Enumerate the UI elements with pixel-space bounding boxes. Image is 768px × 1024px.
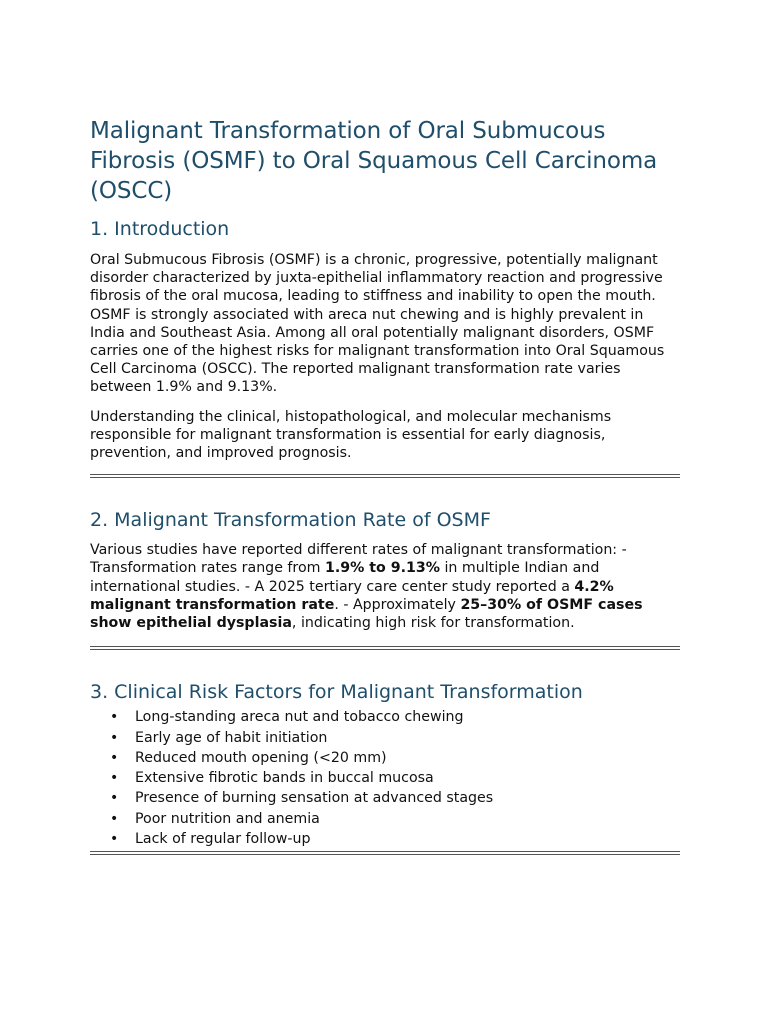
section-heading-risk-factors: 3. Clinical Risk Factors for Malignant Transformation: [90, 681, 583, 704]
rate-text-3: . - Approximately: [334, 596, 461, 613]
list-item: [90, 728, 680, 748]
page-title: Malignant Transformation of Oral Submucous Fibrosis (OSMF) to Oral Squamous Cell Carcinoma (OSCC): [90, 118, 658, 204]
list-item-text: Reduced mouth opening (<20 mm): [135, 749, 387, 766]
section-divider: [90, 474, 680, 478]
bullet-icon: •: [110, 770, 119, 787]
list-item: [90, 768, 680, 788]
dysplasia-rate-bold: 25–30% of OSMF cases show epithelial dysplasia: [90, 596, 643, 632]
list-item-text: Presence of burning sensation at advanced stages: [135, 790, 494, 807]
section-heading-introduction: 1. Introduction: [90, 218, 230, 240]
rate-range-bold: 1.9% to 9.13%: [324, 560, 440, 577]
bullet-icon: •: [110, 810, 119, 827]
bullet-icon: •: [110, 790, 119, 807]
list-item: [90, 748, 680, 768]
list-item-text: Poor nutrition and anemia: [135, 810, 320, 827]
document-content: [90, 116, 680, 855]
list-item-text: Early age of habit initiation: [135, 729, 328, 746]
bullet-icon: •: [110, 729, 119, 746]
risk-factor-list: [90, 707, 680, 849]
list-item-text: Lack of regular follow-up: [135, 831, 311, 848]
section-divider: [90, 646, 680, 650]
intro-paragraph-1: Oral Submucous Fibrosis (OSMF) is a chronic, progressive, potentially malignant disorder characterized by juxta-epithelial inflammatory reaction and progressive fibrosis of the oral mucosa, leading to stiffness and inability to open the mouth. OSMF is strongly associated with areca nut chewing and is highly prevalent in India and Southeast Asia. Among all oral potentially malignant disorders, OSMF carries one of the highest risks for malignant transformation into Oral Squamous Cell Carcinoma (OSCC). The reported malignant transformation rate varies between 1.9% and 9.13%.: [90, 252, 665, 396]
list-item: [90, 707, 680, 727]
bullet-icon: •: [110, 709, 119, 726]
bullet-icon: •: [110, 749, 119, 766]
transformation-rate-paragraph: [90, 541, 680, 632]
intro-paragraph-2: Understanding the clinical, histopathological, and molecular mechanisms responsible for malignant transformation is essential for early diagnosis, prevention, and improved prognosis.: [90, 408, 612, 462]
section-heading-transformation-rate: 2. Malignant Transformation Rate of OSMF: [90, 509, 491, 532]
rate-text-4: , indicating high risk for transformation.: [291, 615, 575, 632]
section-divider: [90, 851, 680, 855]
list-item-text: Extensive fibrotic bands in buccal mucosa: [135, 770, 434, 787]
rate-text-2: in multiple Indian and international studies. - A 2025 tertiary care center study reported a: [90, 560, 600, 595]
list-item-text: Long-standing areca nut and tobacco chewing: [135, 709, 464, 726]
list-item: [90, 809, 680, 829]
rate-text-1: Various studies have reported different rates of malignant transformation: - Transformation rates range from: [90, 542, 627, 577]
bullet-icon: •: [110, 831, 119, 848]
list-item: [90, 829, 680, 849]
list-item: [90, 788, 680, 808]
rate-2025-study-bold: 4.2% malignant transformation rate: [90, 578, 614, 613]
